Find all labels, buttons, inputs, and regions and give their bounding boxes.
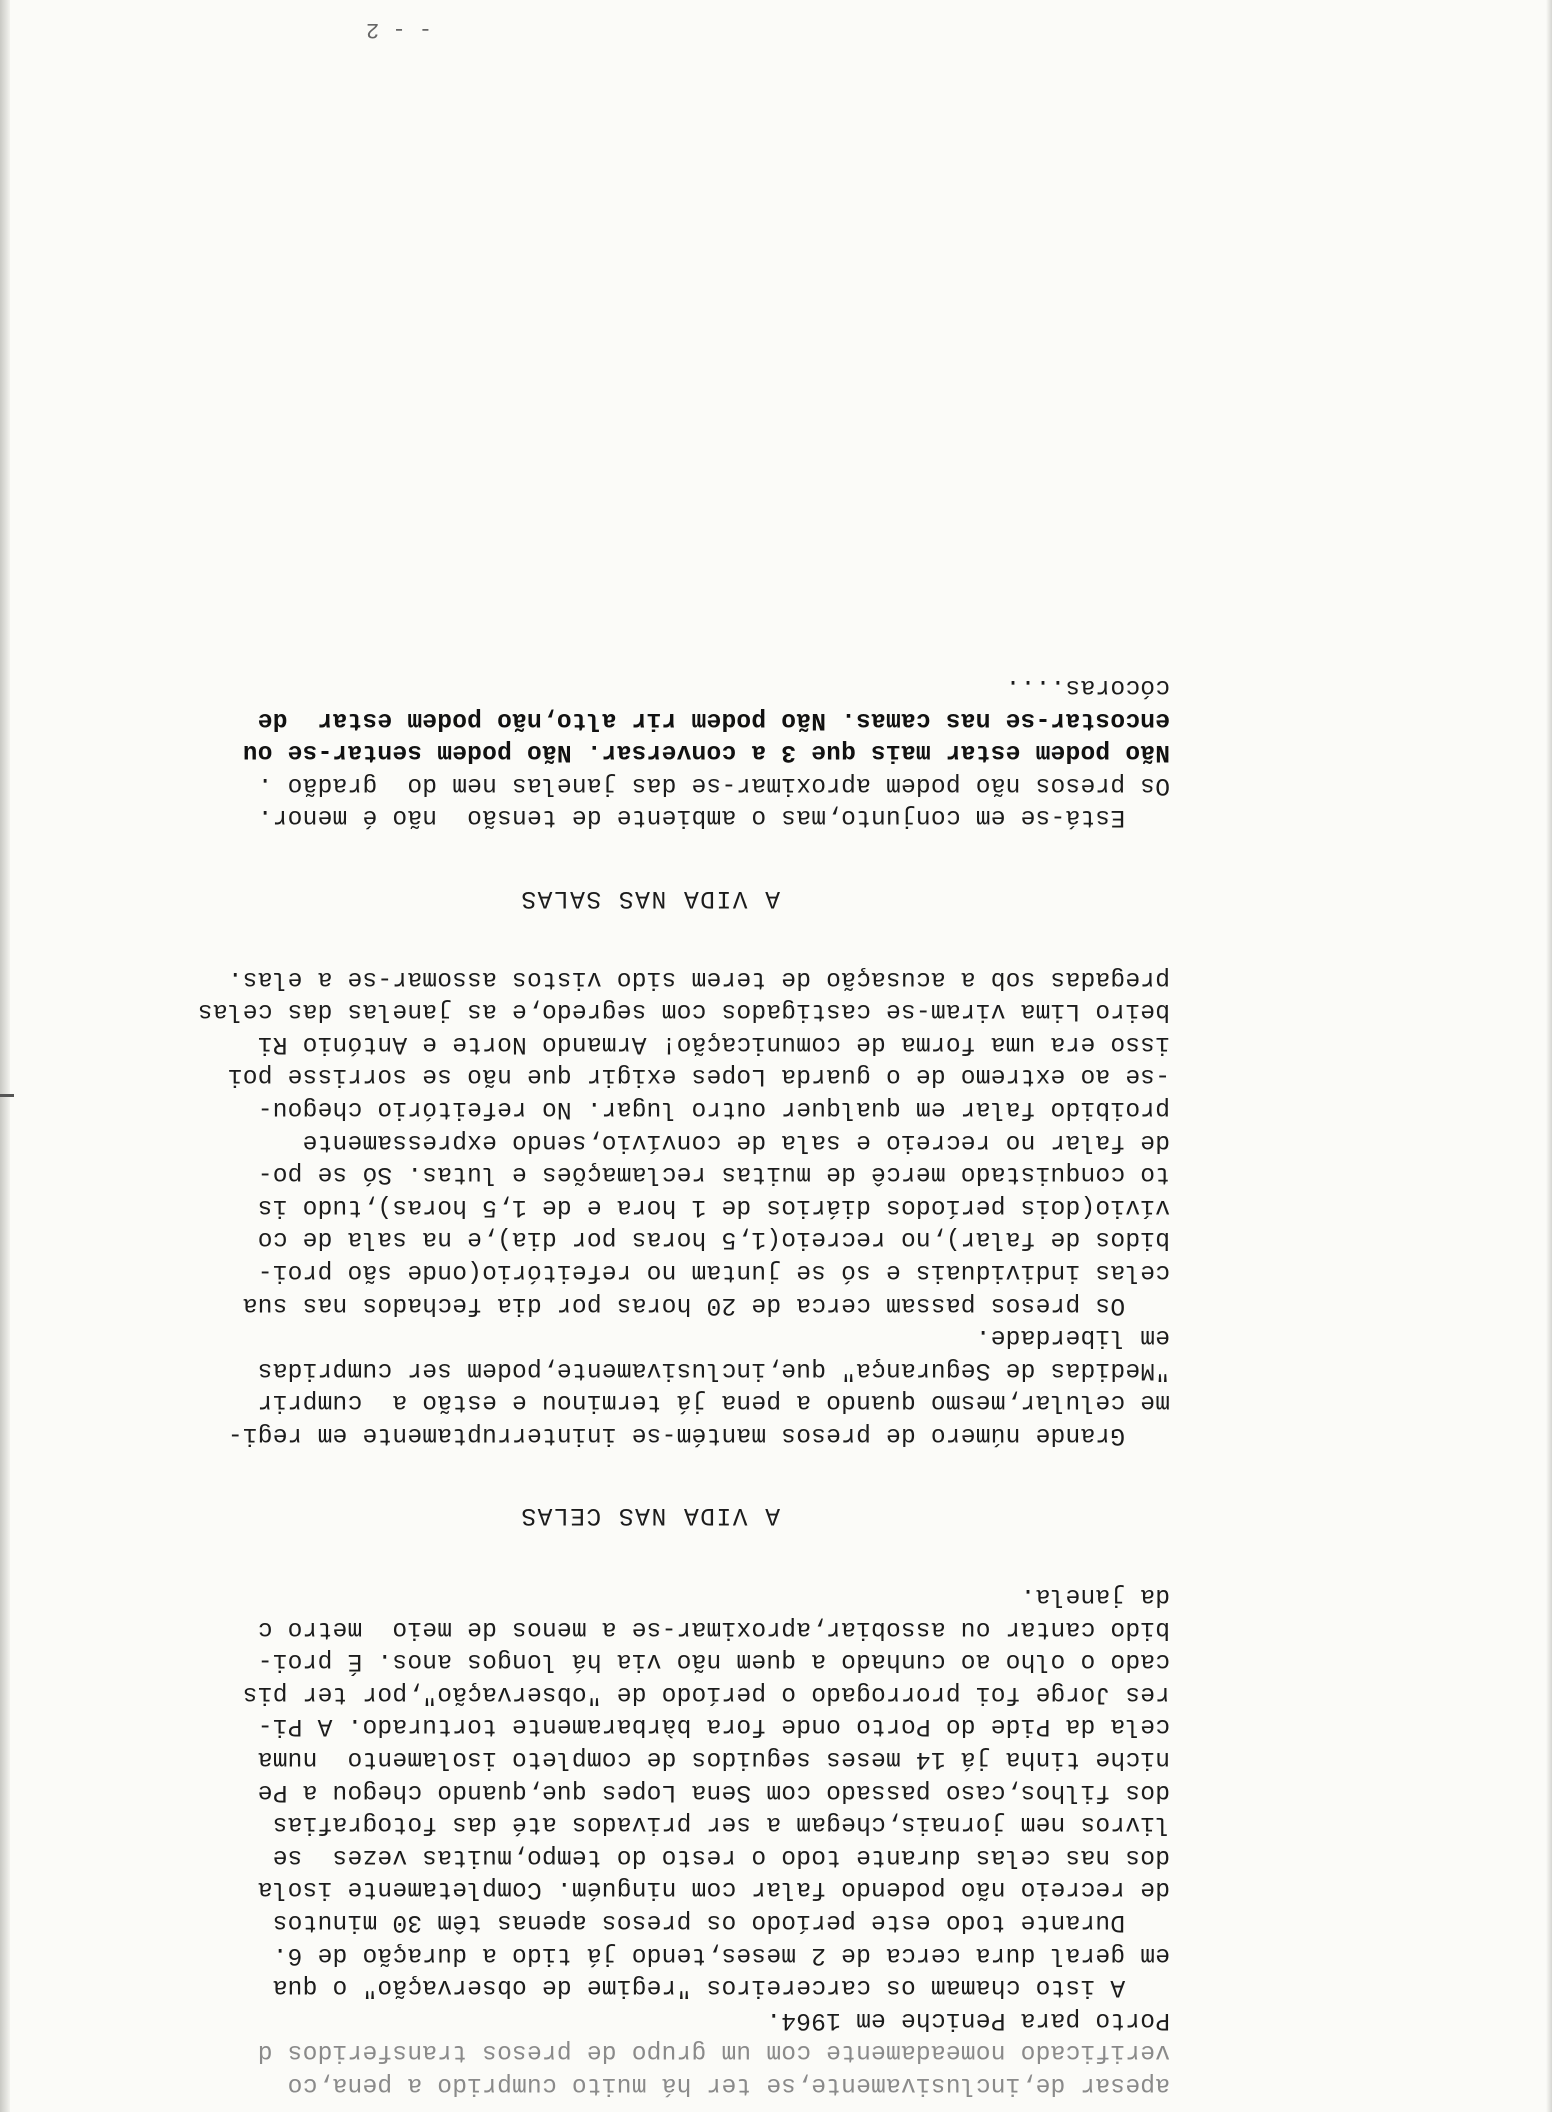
text-line: res Jorge foi prorrogado o período de "observação",por ter pis	[242, 1679, 1170, 1707]
text-line: dos nas celas durante todo o resto do tempo,muitas vezes se	[272, 1842, 1170, 1870]
spacer	[10, 1531, 1170, 1579]
spacer	[10, 1450, 1170, 1498]
text-line: em liberdade.	[975, 1323, 1170, 1351]
text-line: livros nem jornais,chegam a ser privados até das fotografias	[272, 1810, 1170, 1838]
header-marks: - - 2	[365, 17, 432, 42]
text-line: isso era uma forma de comunicação! Armando Norte e António Ri	[257, 1029, 1170, 1057]
text-line: cela da Pide do Porto onde fora bàrbaramente torturado. A Pi-	[257, 1712, 1170, 1740]
text-line: de recreio não podendo falar com ninguém. Completamente isola	[257, 1875, 1170, 1903]
text-line: de falar no recreio e sala de convívio,sendo expressamente	[302, 1127, 1170, 1155]
text-line: -se ao extremo de o guarda Lopes exigir que não se sorrisse poi	[227, 1062, 1170, 1090]
text-line: encostar-se nas camas. Não podem rir alto,não podem estar de	[257, 705, 1170, 733]
text-line: cócoras....	[1005, 673, 1170, 701]
text-line: me celular,mesmo quando a pena já terminou e estão a cumprir	[257, 1388, 1170, 1416]
text-line: Durante todo este período os presos apenas têm 30 minutos	[272, 1908, 1170, 1936]
text-line: Porto para Peniche em 1964.	[766, 2005, 1170, 2033]
text-line: bidos de falar),no recreio(1,5 horas por dia),e na sala de co	[257, 1225, 1170, 1253]
spacer	[10, 832, 1170, 880]
text-line: apesar de,inclusivamente,se ter há muito cumprido a pena,co	[287, 2071, 1170, 2098]
text-line: Os presos não podem aproximar-se das janelas nem do gradão .	[257, 770, 1170, 798]
text-line: pregadas sob a acusação de terem sido vistos assomar-se a elas.	[227, 964, 1170, 992]
text-line: em geral dura cerca de 2 meses,tendo já tido a duração de 6.	[272, 1940, 1170, 1968]
section-heading-celas: A VIDA NAS CELAS	[519, 1501, 780, 1529]
text-line: da janela.	[1020, 1582, 1170, 1610]
text-line: "Medidas de Segurança" que,inclusivamente,podem ser cumpridas	[257, 1355, 1170, 1383]
spacer	[10, 913, 1170, 961]
text-line: niche tinha já 14 meses seguidos de completo isolamento numa	[257, 1745, 1170, 1773]
text-line: Não podem estar mais que 3 a conversar. Não podem sentar-se ou	[242, 738, 1170, 766]
typewritten-text	[10, 669, 1170, 2100]
text-line: vívio(dois períodos diários de 1 hora e de 1,5 horas),tudo is	[257, 1192, 1170, 1220]
text-line: bido cantar ou assobiar,aproximar-se a menos de meio metro c	[257, 1614, 1170, 1642]
text-line: verificado nomeadamente com um grupo de presos transferidos d	[257, 2038, 1170, 2066]
text-line: dos filhos,caso passado com Sena Lopes que,quando chegou a Pe	[257, 1777, 1170, 1805]
text-line: celas individuais e só se juntam no refeitório(onde são proi-	[257, 1257, 1170, 1285]
text-line: Grande número de presos mantém-se ininterruptamente em regi-	[227, 1420, 1170, 1448]
text-line: cado o olho ao cunhado a quem não via há longos anos. É proi-	[257, 1647, 1170, 1675]
text-line: A isto chamam os carcereiros "regime de observação" o qua	[272, 1973, 1170, 2001]
text-line: to conquistado mercê de muitas reclamações e lutas. Só se po-	[257, 1160, 1170, 1188]
text-line: Está-se em conjunto,mas o ambiente de tensão não é menor.	[257, 803, 1170, 831]
section-heading-salas: A VIDA NAS SALAS	[519, 884, 780, 911]
text-line: beiro Lima viram-se castigados com segredo,e as janelas das celas	[197, 997, 1170, 1025]
text-line: proibido falar em qualquer outro lugar. No refeitório chegou-	[257, 1094, 1170, 1122]
text-line: Os presos passam cerca de 20 horas por dia fechados nas sua	[242, 1290, 1170, 1318]
